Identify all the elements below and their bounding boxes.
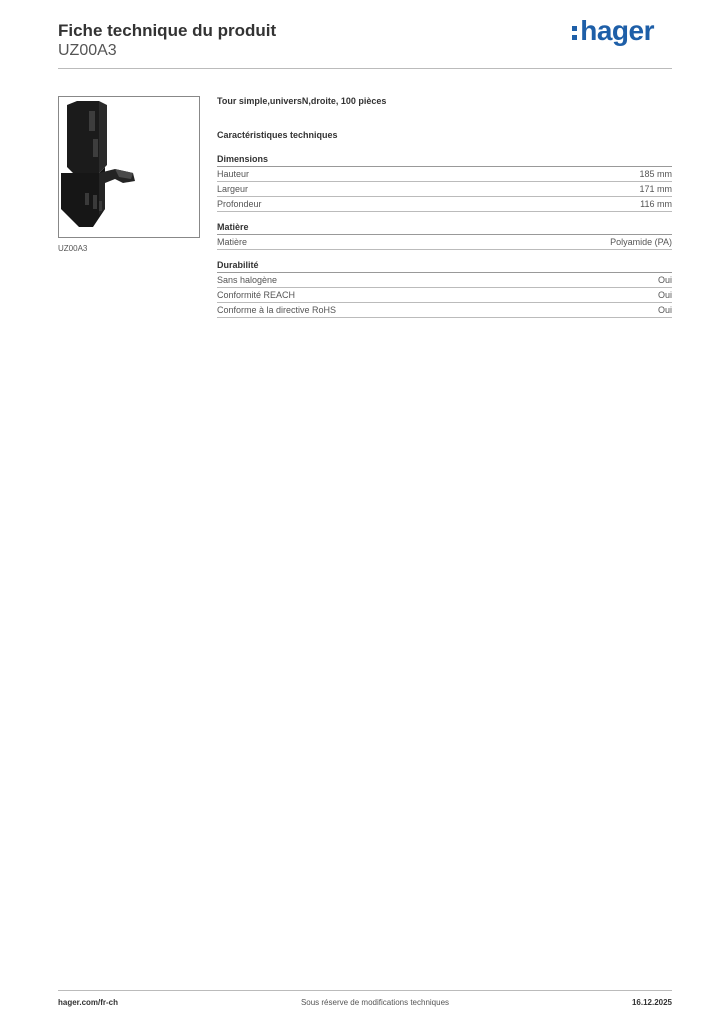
- image-caption: UZ00A3: [58, 244, 88, 253]
- group-heading: Matière: [217, 222, 672, 235]
- spec-label: Largeur: [217, 184, 249, 194]
- product-photo-icon: [59, 97, 199, 237]
- spec-group-durability: [217, 260, 672, 318]
- spec-label: Conformité REACH: [217, 290, 296, 300]
- spec-label: Sans halogène: [217, 275, 278, 285]
- spec-label: Hauteur: [217, 169, 250, 179]
- spec-row: [217, 273, 672, 288]
- hager-logo: [572, 16, 654, 46]
- product-image: [58, 96, 200, 238]
- logo-text: hager: [580, 15, 654, 46]
- page-footer: [58, 998, 672, 1007]
- header-divider: [58, 68, 672, 69]
- spec-value: Oui: [657, 290, 672, 300]
- spec-value: Oui: [657, 305, 672, 315]
- spec-row: [217, 197, 672, 212]
- spec-value: 185 mm: [639, 169, 672, 179]
- spec-value: Oui: [657, 275, 672, 285]
- product-description: Tour simple,universN,droite, 100 pièces: [217, 96, 387, 106]
- specs-heading: Caractéristiques techniques: [217, 130, 338, 140]
- group-heading: Dimensions: [217, 154, 672, 167]
- logo-dots-icon: [572, 26, 577, 40]
- spec-value: Polyamide (PA): [610, 237, 672, 247]
- footer-notice: Sous réserve de modifications techniques: [300, 998, 450, 1007]
- group-heading: Durabilité: [217, 260, 672, 273]
- spec-label: Matière: [217, 237, 248, 247]
- footer-website-link[interactable]: hager.com/fr-ch: [58, 998, 119, 1007]
- spec-row: [217, 167, 672, 182]
- page-header: [58, 20, 276, 60]
- spec-row: [217, 235, 672, 250]
- spec-label: Conforme à la directive RoHS: [217, 305, 337, 315]
- spec-group-material: [217, 222, 672, 250]
- footer-date: 16.12.2025: [631, 998, 672, 1007]
- footer-divider: [58, 990, 672, 991]
- spec-label: Profondeur: [217, 199, 262, 209]
- spec-row: [217, 182, 672, 197]
- spec-row: [217, 288, 672, 303]
- product-code: UZ00A3: [58, 42, 117, 59]
- specs-content: [217, 96, 672, 328]
- spec-value: 171 mm: [639, 184, 672, 194]
- spec-value: 116 mm: [640, 199, 672, 209]
- spec-row: [217, 303, 672, 318]
- spec-group-dimensions: [217, 154, 672, 212]
- document-title: Fiche technique du produit: [58, 21, 277, 40]
